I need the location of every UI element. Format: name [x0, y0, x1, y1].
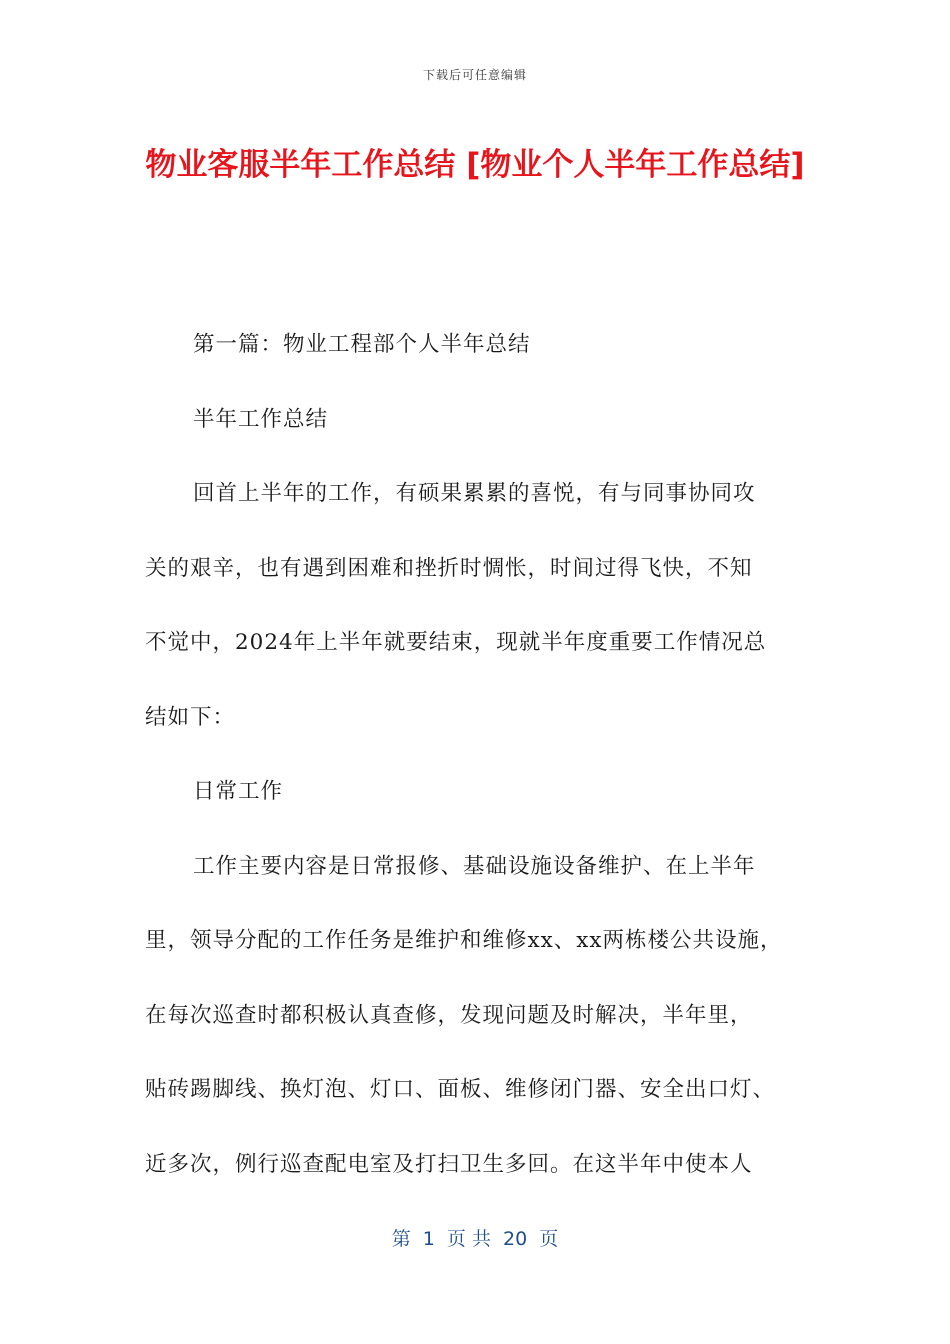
page-footer: 第 1 页 共 20 页: [391, 1228, 559, 1250]
paragraph-line: 回首上半年的工作，有硕果累累的喜悦，有与同事协同攻: [193, 481, 756, 506]
document-title: 物业客服半年工作总结 [物业个人半年工作总结]: [145, 147, 805, 183]
paragraph-line: 里，领导分配的工作任务是维护和维修xx、xx两栋楼公共设施，: [145, 928, 783, 953]
paragraph-line: 近多次，例行巡查配电室及打扫卫生多回。在这半年中使本人: [145, 1151, 753, 1177]
paragraph-line: 工作主要内容是日常报修、基础设施设备维护、在上半年: [193, 853, 756, 879]
subheading: 日常工作: [193, 779, 284, 804]
subheading: 半年工作总结: [193, 406, 329, 432]
paragraph-line: 贴砖踢脚线、换灯泡、灯口、面板、维修闭门器、安全出口灯、: [145, 1077, 776, 1102]
paragraph-line: 关的艰辛，也有遇到困难和挫折时惆怅，时间过得飞快，不知: [145, 555, 753, 581]
header-note: 下载后可任意编辑: [422, 68, 527, 82]
section-heading: 第一篇：物业工程部个人半年总结: [193, 332, 531, 357]
paragraph-line: 结如下：: [145, 704, 236, 730]
paragraph-line: 不觉中，2024年上半年就要结束，现就半年度重要工作情况总: [145, 630, 767, 655]
paragraph-line: 在每次巡查时都积极认真查修，发现问题及时解决，半年里，: [145, 1002, 753, 1028]
document-body: [145, 322, 813, 1216]
